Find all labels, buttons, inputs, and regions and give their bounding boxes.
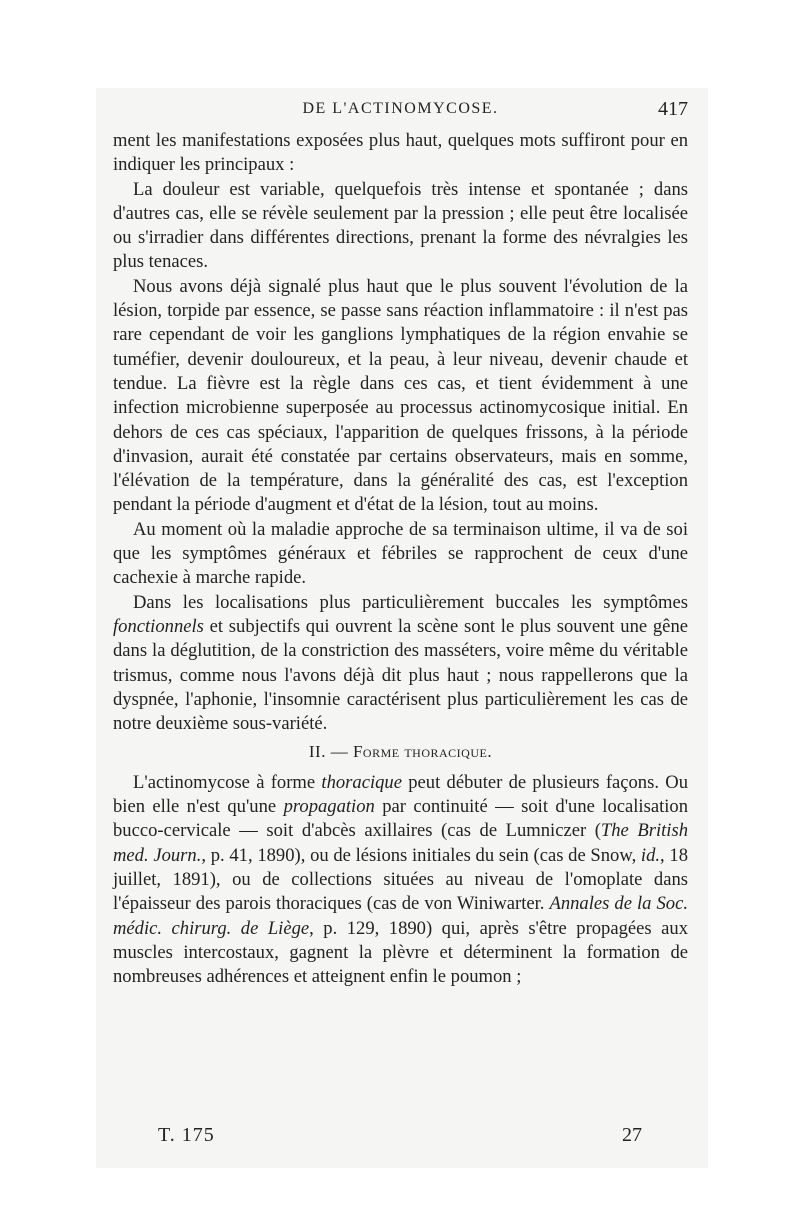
paragraph-douleur: La douleur est variable, quelquefois très intense et spontanée ; dans d'autres cas, elle se révèle seulement par la pression ; elle peut être localisée ou s'irradier dans différentes directions, prenant la forme des névralgies les plus tenaces.: [113, 178, 688, 273]
paragraph-thoracique: [113, 771, 688, 990]
running-head-title: DE L'ACTINOMYCOSE.: [302, 100, 499, 117]
p6-text-6: , p. 129, 1890) qui, après s'être propagées aux muscles intercostaux, gagnent la plèvre et déterminent la formation de nombreuses adhérences et atteignent enfin le poumon ;: [113, 917, 688, 988]
italic-thoracique: thoracique: [321, 771, 402, 793]
paragraph-continued: ment les manifestations exposées plus haut, quelques mots suffiront pour en indiquer les principaux :: [113, 130, 688, 176]
paragraph-evolution: Nous avons déjà signalé plus haut que le plus souvent l'évolution de la lésion, torpide par essence, se passe sans réaction inflammatoire : il n'est pas rare cependant de voir les ganglions lymphatiques de la région envahie se tuméfier, devenir douloureux, et la peau, à leur niveau, devenir chaude et tendue. La fièvre est la règle dans ces cas, et tient évidemment à une infection microbienne superposée au processus actinomycosique initial. En dehors de ces cas spéciaux, l'apparition de quelques frissons, à la période d'invasion, aurait été constatée par certains observateurs, mais en somme, l'élévation de la température, dans la généralité des cas, est l'exception pendant la période d'augment et d'état de la lésion, tout au moins.: [113, 275, 688, 516]
paragraph-terminaison: Au moment où la maladie approche de sa terminaison ultime, il va de soi que les symptômes généraux et fébriles se rapprochent de ceux d'une cachexie à marche rapide.: [113, 518, 688, 589]
p6-text-2: peut débuter de plusieurs façons. Ou bien elle n'est qu'une: [113, 771, 688, 818]
section-number: II.: [308, 742, 326, 762]
p6-text-1: L'actinomycose à forme: [133, 771, 322, 793]
running-head: [113, 100, 688, 128]
italic-propagation: propagation: [283, 796, 375, 818]
page-number: 417: [658, 98, 688, 120]
signature-mark: 27: [622, 1124, 642, 1146]
p6-text-3: par continuité — soit d'une localisation bucco-cervicale — soit d'abcès axillaires (cas de Lumniczer (: [113, 796, 689, 842]
paragraph-localisations: [113, 591, 688, 737]
tome-number: T. 175: [158, 1124, 215, 1146]
paragraph-localisations-text-a: Dans les localisations plus particulièrement buccales les symptômes: [133, 591, 688, 613]
italic-fonctionnels: fonctionnels: [113, 615, 204, 637]
p6-text-4: , p. 41, 1890), ou de lésions initiales du sein (cas de Snow,: [201, 844, 641, 866]
section-dash: —: [330, 742, 349, 762]
page-footer: [158, 1124, 648, 1152]
section-heading: [113, 740, 688, 764]
p6-text-5: , 18 juillet, 1891), ou de collections situées au niveau de l'omoplate dans l'épaisseur des parois thoraciques (cas de von Winiwarter.: [113, 844, 688, 915]
citation-british-med-journ: The British med. Journ.: [113, 820, 688, 866]
section-title: Forme thoracique.: [352, 742, 493, 762]
paragraph-localisations-text-b: et subjectifs qui ouvrent la scène sont le plus souvent une gêne dans la déglutition, de la constriction des masséters, voire même du véritable trismus, comme nous l'avons déjà dit plus haut ; nous rappellerons que la dyspnée, l'aphonie, l'insomnie caractérisent plus particulièrement les cas de notre deuxième sous-variété.: [113, 615, 688, 735]
citation-id: id.: [640, 844, 661, 866]
body-text: [113, 129, 688, 989]
citation-annales-liege: Annales de la Soc. médic. chirurg. de Liège: [113, 893, 688, 939]
